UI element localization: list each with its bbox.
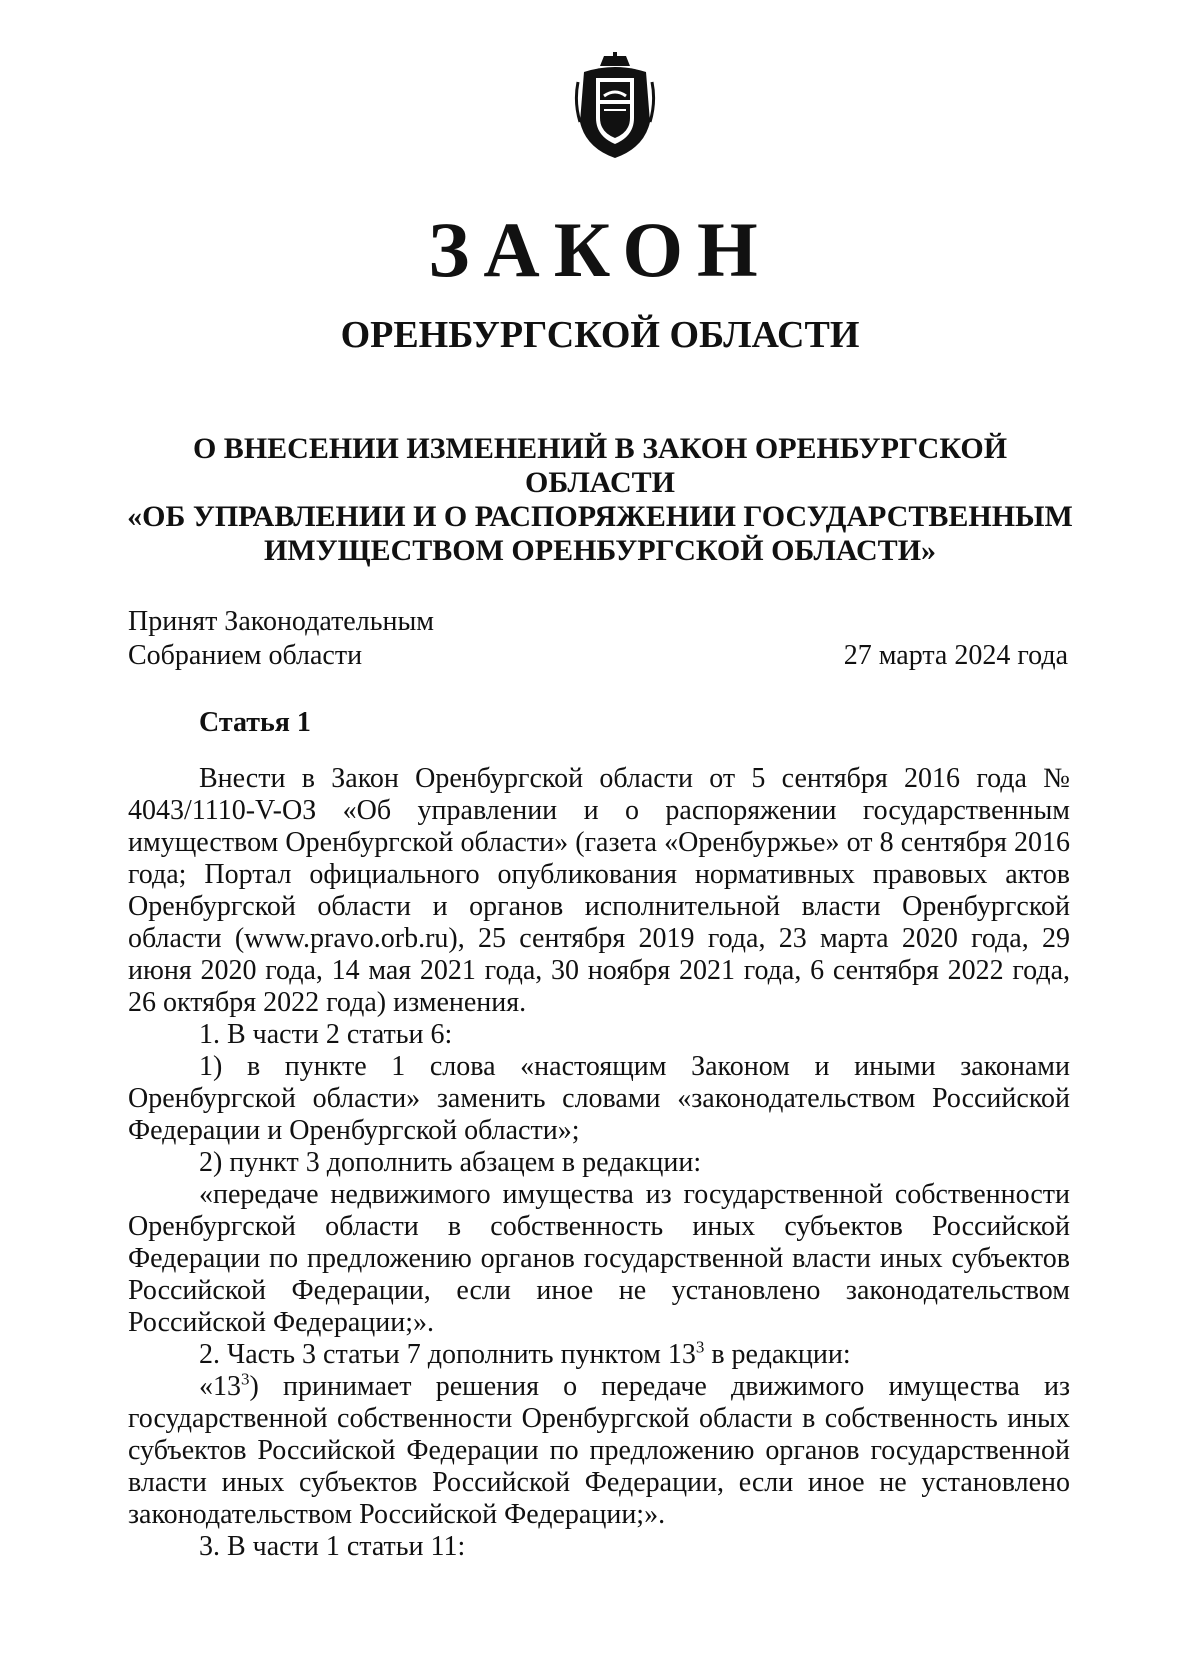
paragraph-text: ) принимает решения о передаче движимого имущества из государственной собственности Оренбургской области в собственность иных субъектов Российской Федерации по предложению органов государственной власти иных субъектов Российской Федерации, если иное не установлено законодательством Российской Федерации;».	[128, 1371, 1070, 1530]
heading-line: ИМУЩЕСТВОМ ОРЕНБУРГСКОЙ ОБЛАСТИ»	[263, 534, 937, 567]
paragraph	[128, 1371, 1070, 1531]
paragraph-text: «13	[199, 1371, 241, 1402]
article-body	[128, 763, 1070, 1563]
region-name: ОРЕНБУРГСКОЙ ОБЛАСТИ	[340, 314, 860, 356]
adoption-block	[128, 605, 1068, 673]
paragraph-text: в редакции:	[704, 1339, 851, 1370]
adoption-date: 27 марта 2024 года	[843, 640, 1068, 671]
paragraph: 3. В части 1 статьи 11:	[199, 1531, 466, 1562]
adopted-by-line: Собранием области	[128, 640, 363, 671]
law-title: ЗАКОН	[428, 206, 772, 293]
paragraph	[128, 1339, 1070, 1371]
law-heading	[120, 432, 1080, 568]
adopted-by-line: Принят Законодательным	[128, 606, 434, 637]
superscript: 3	[695, 1337, 705, 1357]
superscript: 3	[241, 1369, 250, 1389]
coat-of-arms-icon	[574, 52, 656, 160]
paragraph: 1) в пункте 1 слова «настоящим Законом и иными законами Оренбургской области» заменить словами «законодательством Российской Федерации и Оренбургской области»;	[128, 1051, 1070, 1146]
article-title: Статья 1	[199, 707, 311, 738]
paragraph: Внести в Закон Оренбургской области от 5 сентября 2016 года № 4043/1110-V-ОЗ «Об управлении и о распоряжении государственным имуществом Оренбургской области» (газета «Оренбуржье» от 8 сентября 2016 года; Портал официального опубликования нормативных правовых актов Оренбургской области и органов исполнительной власти Оренбургской области (www.pravo.orb.ru), 25 сентября 2019 года, 23 марта 2020 года, 29 июня 2020 года, 14 мая 2021 года, 30 ноября 2021 года, 6 сентября 2022 года, 26 октября 2022 года) изменения.	[128, 763, 1070, 1018]
paragraph: 1. В части 2 статьи 6:	[199, 1019, 453, 1050]
heading-line: О ВНЕСЕНИИ ИЗМЕНЕНИЙ В ЗАКОН ОРЕНБУРГСКОЙ ОБЛАСТИ	[192, 432, 1008, 499]
paragraph: 2) пункт 3 дополнить абзацем в редакции:	[199, 1147, 702, 1178]
paragraph-text: 2. Часть 3 статьи 7 дополнить пунктом 13	[199, 1339, 696, 1370]
paragraph: «передаче недвижимого имущества из государственной собственности Оренбургской области в собственность иных субъектов Российской Федерации по предложению органов государственной власти иных субъектов Российской Федерации, если иное не установлено законодательством Российской Федерации;».	[128, 1179, 1070, 1338]
heading-line: «ОБ УПРАВЛЕНИИ И О РАСПОРЯЖЕНИИ ГОСУДАРСТВЕННЫМ	[127, 500, 1073, 533]
